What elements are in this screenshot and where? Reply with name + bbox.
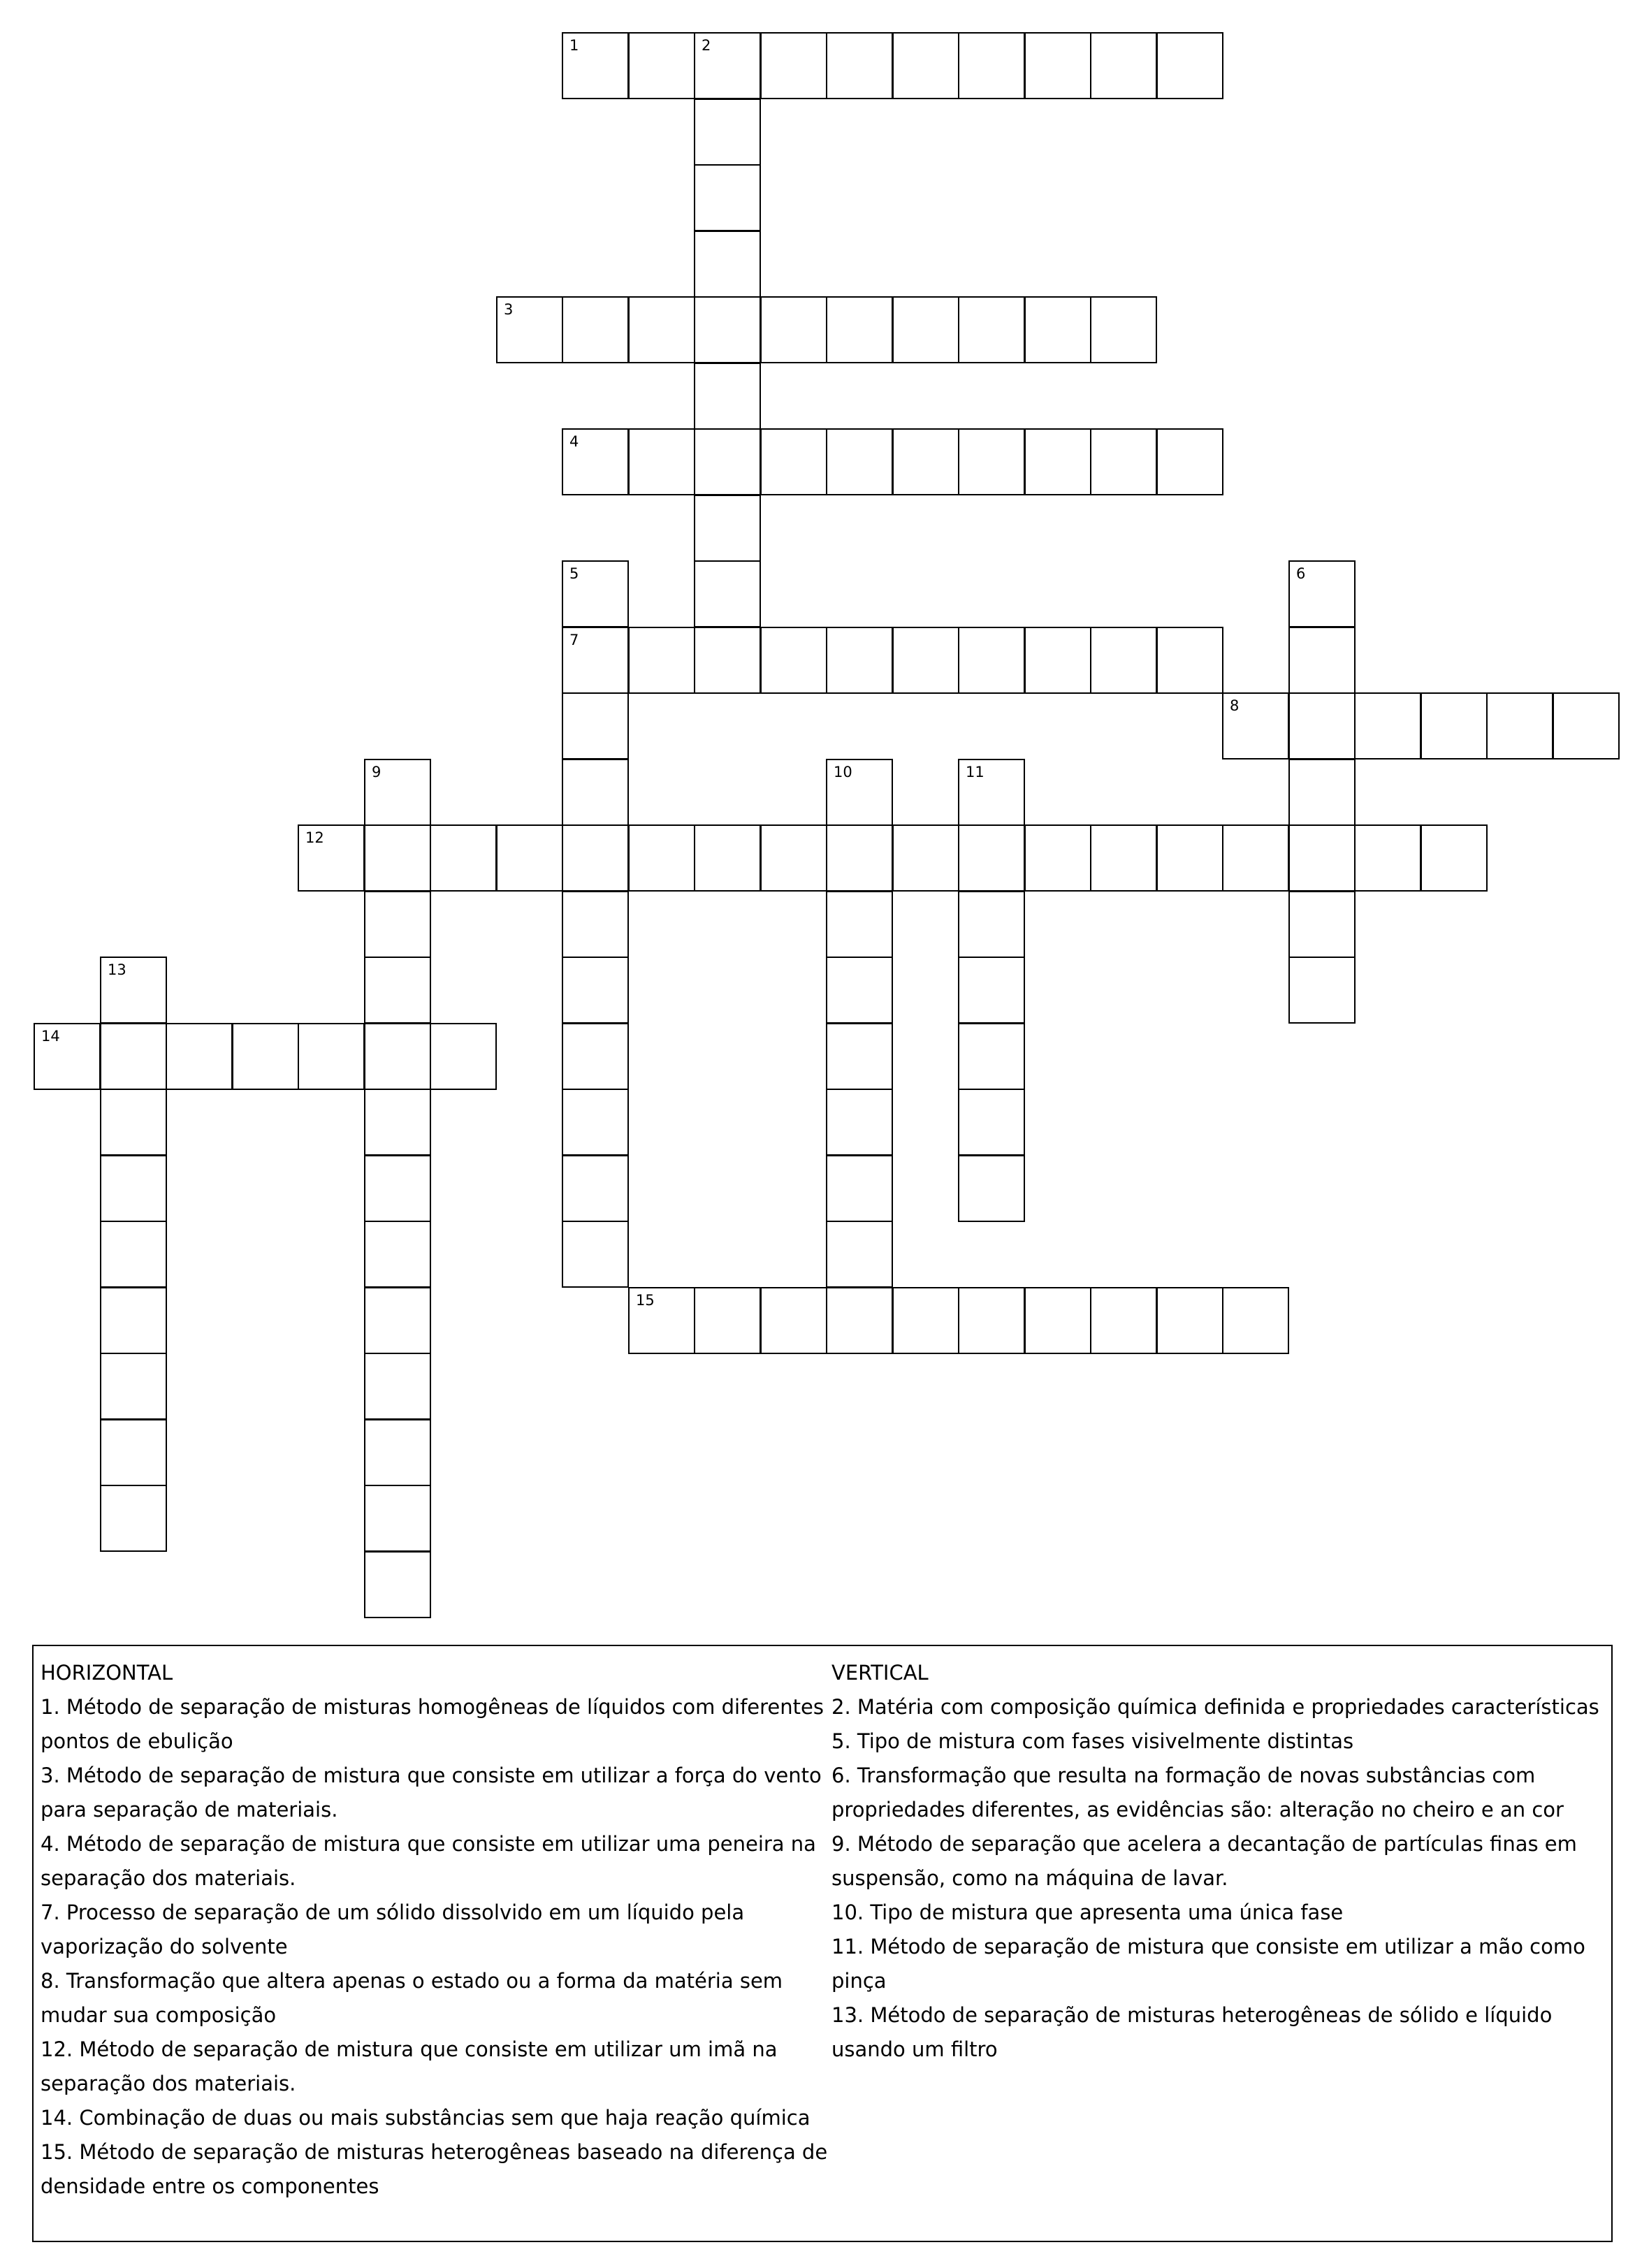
grid-cell[interactable]: [364, 1419, 431, 1486]
clue-number: 1: [569, 37, 579, 54]
clue-number: 3: [504, 301, 514, 318]
grid-cell[interactable]: [1222, 824, 1289, 892]
grid-cell[interactable]: [826, 428, 893, 495]
grid-cell[interactable]: [1024, 296, 1091, 363]
grid-cell[interactable]: [826, 627, 893, 694]
grid-cell[interactable]: [364, 957, 431, 1024]
clue-number: 5: [569, 565, 579, 582]
horizontal-clues: [41, 1656, 834, 2204]
grid-cell[interactable]: [430, 1023, 497, 1090]
grid-cell[interactable]: [364, 1023, 431, 1090]
grid-cell[interactable]: [364, 1155, 431, 1222]
clue-number: 2: [702, 37, 711, 54]
grid-cell[interactable]: [1354, 824, 1421, 892]
grid-cell[interactable]: [826, 957, 893, 1024]
grid-cell[interactable]: [1421, 824, 1488, 892]
grid-cell[interactable]: [1156, 32, 1223, 99]
grid-cell[interactable]: [562, 32, 629, 99]
clue-number: 15: [636, 1292, 655, 1309]
grid-cell[interactable]: [826, 1155, 893, 1222]
grid-cell[interactable]: [694, 824, 761, 892]
grid-cell[interactable]: [760, 627, 827, 694]
grid-cell[interactable]: [562, 1023, 629, 1090]
grid-cell[interactable]: [826, 32, 893, 99]
grid-cell[interactable]: [100, 1419, 167, 1486]
clue-9: 9. Método de separação que acelera a decantação de partículas finas em suspensão, como na máquina de lavar.: [831, 1832, 1577, 1890]
grid-cell[interactable]: [958, 891, 1025, 958]
grid-cell[interactable]: [958, 296, 1025, 363]
grid-cell[interactable]: [826, 1287, 893, 1354]
grid-cell[interactable]: [1024, 627, 1091, 694]
grid-cell[interactable]: [100, 1353, 167, 1420]
clue-1: 1. Método de separação de misturas homogêneas de líquidos com diferentes pontos de ebulição: [41, 1695, 824, 1753]
grid-cell[interactable]: [760, 1287, 827, 1354]
grid-cell[interactable]: [1156, 627, 1223, 694]
grid-cell[interactable]: [694, 1287, 761, 1354]
grid-cell[interactable]: [562, 1155, 629, 1222]
grid-cell[interactable]: [958, 824, 1025, 892]
grid-cell[interactable]: [1222, 1287, 1289, 1354]
clue-number: 6: [1296, 565, 1306, 582]
grid-cell[interactable]: [958, 627, 1025, 694]
clue-14: 14. Combinação de duas ou mais substâncias sem que haja reação química: [41, 2106, 811, 2130]
grid-cell[interactable]: [430, 824, 497, 892]
grid-cell[interactable]: [826, 824, 893, 892]
grid-cell[interactable]: [100, 1023, 167, 1090]
grid-cell[interactable]: [628, 1287, 695, 1354]
grid-cell[interactable]: [364, 1221, 431, 1288]
grid-cell[interactable]: [562, 1221, 629, 1288]
grid-cell[interactable]: [958, 32, 1025, 99]
grid-cell[interactable]: [826, 296, 893, 363]
grid-cell[interactable]: [628, 428, 695, 495]
grid-cell[interactable]: [100, 1221, 167, 1288]
grid-cell[interactable]: [1288, 692, 1356, 759]
grid-cell[interactable]: [892, 627, 959, 694]
grid-cell[interactable]: [892, 1287, 959, 1354]
grid-cell[interactable]: [1486, 692, 1553, 759]
grid-cell[interactable]: [496, 296, 563, 363]
clue-number: 7: [569, 632, 579, 648]
grid-cell[interactable]: [34, 1023, 101, 1090]
clue-12: 12. Método de separação de mistura que consiste em utilizar um imã na separação dos materiais.: [41, 2037, 778, 2095]
grid-cell[interactable]: [958, 1287, 1025, 1354]
grid-cell[interactable]: [1090, 32, 1157, 99]
grid-cell[interactable]: [1090, 428, 1157, 495]
grid-cell[interactable]: [628, 296, 695, 363]
clue-15: 15. Método de separação de misturas heterogêneas baseado na diferença de densidade entre os componentes: [41, 2140, 828, 2198]
grid-cell[interactable]: [562, 692, 629, 759]
clue-4: 4. Método de separação de mistura que consiste em utilizar uma peneira na separação dos materiais.: [41, 1832, 816, 1890]
grid-cell[interactable]: [1421, 692, 1488, 759]
grid-cell[interactable]: [562, 957, 629, 1024]
grid-cell[interactable]: [628, 32, 695, 99]
grid-cell[interactable]: [826, 1023, 893, 1090]
clue-number: 9: [372, 764, 382, 780]
grid-cell[interactable]: [1288, 891, 1356, 958]
grid-cell[interactable]: [100, 1155, 167, 1222]
grid-cell[interactable]: [1024, 824, 1091, 892]
grid-cell[interactable]: [628, 627, 695, 694]
clue-number: 8: [1230, 697, 1240, 714]
clue-10: 10. Tipo de mistura que apresenta uma única fase: [831, 1900, 1344, 1924]
clue-8: 8. Transformação que altera apenas o estado ou a forma da matéria sem mudar sua composição: [41, 1969, 783, 2027]
grid-cell[interactable]: [562, 1089, 629, 1156]
grid-cell[interactable]: [1288, 627, 1356, 694]
grid-cell[interactable]: [826, 1221, 893, 1288]
vertical-clues: [831, 1656, 1611, 2067]
grid-cell[interactable]: [562, 824, 629, 892]
grid-cell[interactable]: [1288, 957, 1356, 1024]
grid-cell[interactable]: [1156, 824, 1223, 892]
grid-cell[interactable]: [562, 560, 629, 627]
grid-cell[interactable]: [232, 1023, 299, 1090]
grid-cell[interactable]: [562, 296, 629, 363]
grid-cell[interactable]: [364, 824, 431, 892]
grid-cell[interactable]: [364, 891, 431, 958]
grid-cell[interactable]: [1288, 759, 1356, 826]
clues-box: [32, 1645, 1613, 2242]
grid-cell[interactable]: [1024, 32, 1091, 99]
grid-cell[interactable]: [1090, 824, 1157, 892]
clue-13: 13. Método de separação de misturas heterogêneas de sólido e líquido usando um filtro: [831, 2003, 1553, 2061]
clue-number: 10: [834, 764, 852, 780]
grid-cell[interactable]: [892, 32, 959, 99]
grid-cell[interactable]: [364, 1287, 431, 1354]
grid-cell[interactable]: [1222, 692, 1289, 759]
grid-cell[interactable]: [958, 1023, 1025, 1090]
grid-cell[interactable]: [826, 759, 893, 826]
grid-cell[interactable]: [958, 1155, 1025, 1222]
grid-cell[interactable]: [166, 1023, 233, 1090]
grid-cell[interactable]: [364, 759, 431, 826]
grid-cell[interactable]: [562, 428, 629, 495]
grid-cell[interactable]: [298, 824, 365, 892]
clue-11: 11. Método de separação de mistura que consiste em utilizar a mão como pinça: [831, 1935, 1585, 1993]
vertical-heading: VERTICAL: [831, 1661, 929, 1685]
grid-cell[interactable]: [100, 957, 167, 1024]
grid-cell[interactable]: [364, 1353, 431, 1420]
grid-cell[interactable]: [958, 759, 1025, 826]
grid-cell[interactable]: [1024, 1287, 1091, 1354]
clue-3: 3. Método de separação de mistura que consiste em utilizar a força do vento para separação de materiais.: [41, 1764, 822, 1822]
grid-cell[interactable]: [958, 1089, 1025, 1156]
grid-cell[interactable]: [1090, 1287, 1157, 1354]
grid-cell[interactable]: [826, 891, 893, 958]
grid-cell[interactable]: [694, 164, 761, 231]
grid-cell[interactable]: [958, 428, 1025, 495]
grid-cell[interactable]: [760, 428, 827, 495]
clue-7: 7. Processo de separação de um sólido dissolvido em um líquido pela vaporização do solvente: [41, 1900, 745, 1958]
grid-cell[interactable]: [562, 759, 629, 826]
grid-cell[interactable]: [760, 32, 827, 99]
grid-cell[interactable]: [694, 99, 761, 166]
grid-cell[interactable]: [892, 428, 959, 495]
grid-cell[interactable]: [364, 1089, 431, 1156]
clue-number: 4: [569, 433, 579, 450]
grid-cell[interactable]: [694, 560, 761, 627]
grid-cell[interactable]: [694, 32, 761, 99]
grid-cell[interactable]: [1354, 692, 1421, 759]
grid-cell[interactable]: [826, 1089, 893, 1156]
grid-cell[interactable]: [1156, 428, 1223, 495]
grid-cell[interactable]: [1288, 560, 1356, 627]
grid-cell[interactable]: [958, 957, 1025, 1024]
grid-cell[interactable]: [892, 824, 959, 892]
grid-cell[interactable]: [1156, 1287, 1223, 1354]
grid-cell[interactable]: [760, 824, 827, 892]
grid-cell[interactable]: [100, 1485, 167, 1552]
grid-cell[interactable]: [496, 824, 563, 892]
grid-cell[interactable]: [694, 495, 761, 562]
grid-cell[interactable]: [100, 1089, 167, 1156]
grid-cell[interactable]: [298, 1023, 365, 1090]
clue-number: 11: [966, 764, 985, 780]
grid-cell[interactable]: [562, 627, 629, 694]
grid-cell[interactable]: [1024, 428, 1091, 495]
grid-cell[interactable]: [694, 428, 761, 495]
grid-cell[interactable]: [364, 1551, 431, 1618]
grid-cell[interactable]: [1553, 692, 1620, 759]
grid-cell[interactable]: [1288, 824, 1356, 892]
grid-cell[interactable]: [694, 363, 761, 430]
grid-cell[interactable]: [760, 296, 827, 363]
clue-5: 5. Tipo de mistura com fases visivelmente distintas: [831, 1729, 1354, 1753]
clue-2: 2. Matéria com composição química definida e propriedades características: [831, 1695, 1599, 1719]
grid-cell[interactable]: [628, 824, 695, 892]
grid-cell[interactable]: [694, 296, 761, 363]
grid-cell[interactable]: [892, 296, 959, 363]
grid-cell[interactable]: [100, 1287, 167, 1354]
grid-cell[interactable]: [694, 231, 761, 298]
grid-cell[interactable]: [1090, 296, 1157, 363]
clue-number: 14: [41, 1028, 60, 1045]
grid-cell[interactable]: [364, 1485, 431, 1552]
clue-number: 13: [108, 961, 126, 978]
horizontal-heading: HORIZONTAL: [41, 1661, 173, 1685]
clue-6: 6. Transformação que resulta na formação de novas substâncias com propriedades diferentes, as evidências são: alteração no cheiro e an cor: [831, 1764, 1564, 1822]
grid-cell[interactable]: [562, 891, 629, 958]
clue-number: 12: [305, 829, 324, 846]
grid-cell[interactable]: [1090, 627, 1157, 694]
grid-cell[interactable]: [694, 627, 761, 694]
